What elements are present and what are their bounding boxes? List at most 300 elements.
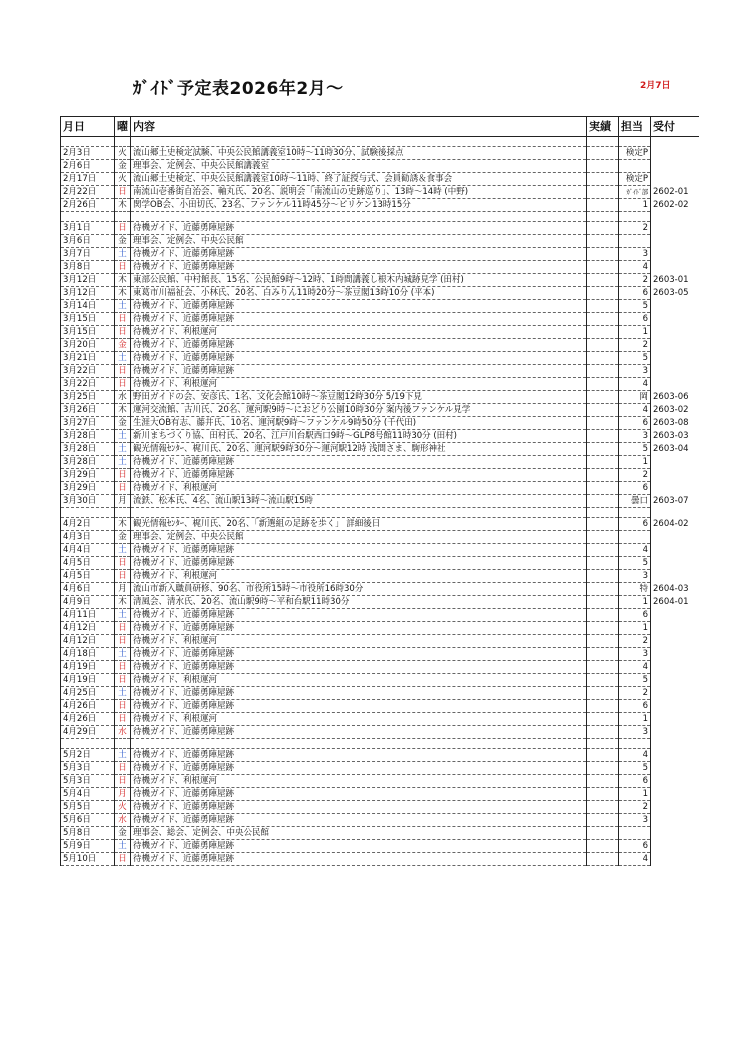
day-cell: 日	[115, 365, 131, 378]
result-cell	[587, 248, 619, 261]
date-cell: 3月26日	[61, 404, 115, 417]
result-cell	[587, 827, 619, 840]
staff-cell: 4	[619, 544, 651, 557]
empty-cell	[131, 739, 587, 749]
table-row	[61, 173, 699, 186]
result-cell	[587, 495, 619, 508]
day-cell: 日	[115, 635, 131, 648]
result-cell	[587, 661, 619, 674]
content-cell: 待機ガイド、近藤勇陣屋跡	[131, 762, 587, 775]
content-cell: 待機ガイド、利根運河	[131, 713, 587, 726]
date-cell: 3月15日	[61, 313, 115, 326]
spacer-row	[61, 212, 699, 222]
staff-cell: 4	[619, 853, 651, 866]
day-cell: 水	[115, 391, 131, 404]
empty-cell	[115, 739, 131, 749]
table-row	[61, 482, 699, 495]
header-result: 実績	[587, 117, 619, 137]
content-cell: 待機ガイド、近藤勇陣屋跡	[131, 801, 587, 814]
content-cell: 東部公民館、中村館長、15名、公民館9時～12時、1時間講義し根木内城跡見学 (田村)	[131, 274, 587, 287]
date-cell: 5月6日	[61, 814, 115, 827]
received-cell	[651, 788, 699, 801]
date-cell: 3月12日	[61, 274, 115, 287]
table-row	[61, 775, 699, 788]
empty-cell	[587, 137, 619, 147]
received-cell: 2602-01	[653, 187, 689, 197]
result-cell	[587, 635, 619, 648]
day-cell: 木	[115, 274, 131, 287]
content-cell: 待機ガイド、近藤勇陣屋跡	[131, 687, 587, 700]
header-staff: 担当	[619, 117, 651, 137]
staff-cell: 1	[619, 596, 651, 609]
day-cell: 土	[115, 430, 131, 443]
result-cell	[587, 417, 619, 430]
date-cell: 5月3日	[61, 762, 115, 775]
day-cell: 日	[115, 570, 131, 583]
date-cell: 4月5日	[61, 557, 115, 570]
result-cell	[587, 801, 619, 814]
received-cell: 2604-02	[653, 519, 689, 529]
day-cell: 木	[115, 199, 131, 212]
date-cell: 4月12日	[61, 635, 115, 648]
day-cell: 木	[115, 518, 131, 531]
table-row	[61, 713, 699, 726]
empty-cell	[651, 739, 699, 749]
content-cell: 待機ガイド、近藤勇陣屋跡	[131, 557, 587, 570]
day-cell: 日	[115, 853, 131, 866]
date-cell: 3月6日	[61, 235, 115, 248]
table-row	[61, 557, 699, 570]
received-cell	[651, 726, 699, 739]
date-cell: 5月5日	[61, 801, 115, 814]
date-cell: 3月25日	[61, 391, 115, 404]
received-cell	[651, 775, 699, 788]
day-cell: 土	[115, 648, 131, 661]
day-cell: 日	[115, 313, 131, 326]
date-cell: 3月22日	[61, 378, 115, 391]
content-cell: 待機ガイド、近藤勇陣屋跡	[131, 248, 587, 261]
result-cell	[587, 235, 619, 248]
content-cell: 待機ガイド、利根運河	[131, 326, 587, 339]
staff-cell: 2	[619, 635, 651, 648]
staff-cell: 5	[619, 443, 651, 456]
spacer-row	[61, 739, 699, 749]
table-row	[61, 365, 699, 378]
day-cell: 日	[115, 713, 131, 726]
received-cell	[651, 622, 699, 635]
table-row	[61, 622, 699, 635]
result-cell	[587, 199, 619, 212]
table-row	[61, 544, 699, 557]
result-cell	[587, 762, 619, 775]
result-cell	[587, 147, 619, 160]
staff-cell: 2	[619, 687, 651, 700]
empty-cell	[651, 137, 699, 147]
staff-cell	[619, 160, 651, 173]
received-cell	[651, 235, 699, 248]
date-cell: 3月28日	[61, 456, 115, 469]
received-cell: 2603-06	[653, 392, 689, 402]
content-cell: 生涯大OB有志、藤井氏、10名、運河駅9時～ファンケル9時50分 (千代田)	[131, 417, 587, 430]
day-cell: 日	[115, 482, 131, 495]
table-row	[61, 326, 699, 339]
date-cell: 4月2日	[61, 518, 115, 531]
result-cell	[587, 378, 619, 391]
table-row	[61, 495, 699, 508]
date-cell: 3月27日	[61, 417, 115, 430]
date-cell: 3月29日	[61, 469, 115, 482]
day-cell: 金	[115, 531, 131, 544]
table-row	[61, 222, 699, 235]
content-cell: 野田ガイドの会、安彦氏、1名、文化会館10時～茶豆閣12時30分 5/19下見	[131, 391, 587, 404]
staff-cell: 3	[619, 648, 651, 661]
result-cell	[587, 326, 619, 339]
staff-cell: 5	[619, 762, 651, 775]
date-cell: 3月14日	[61, 300, 115, 313]
staff-cell: 1	[619, 713, 651, 726]
empty-cell	[131, 508, 587, 518]
content-cell: 理事会、総会、定例会、中央公民館	[131, 827, 587, 840]
table-row	[61, 635, 699, 648]
date-cell: 4月6日	[61, 583, 115, 596]
result-cell	[587, 674, 619, 687]
day-cell: 木	[115, 287, 131, 300]
staff-cell: 6	[619, 482, 651, 495]
result-cell	[587, 687, 619, 700]
received-cell	[651, 261, 699, 274]
day-cell: 日	[115, 674, 131, 687]
result-cell	[587, 700, 619, 713]
day-cell: 土	[115, 248, 131, 261]
staff-cell: 3	[619, 365, 651, 378]
result-cell	[587, 814, 619, 827]
date-cell: 5月10日	[61, 853, 115, 866]
table-row	[61, 762, 699, 775]
day-cell: 土	[115, 840, 131, 853]
result-cell	[587, 339, 619, 352]
content-cell: 待機ガイド、近藤勇陣屋跡	[131, 622, 587, 635]
table-row	[61, 274, 699, 287]
table-row	[61, 235, 699, 248]
table-row	[61, 378, 699, 391]
content-cell: 待機ガイド、近藤勇陣屋跡	[131, 648, 587, 661]
table-row	[61, 801, 699, 814]
schedule-table	[60, 116, 699, 866]
day-cell: 金	[115, 827, 131, 840]
received-cell	[651, 160, 699, 173]
table-row	[61, 827, 699, 840]
table-row	[61, 443, 699, 456]
empty-cell	[587, 212, 619, 222]
table-row	[61, 840, 699, 853]
received-cell	[651, 531, 699, 544]
date-cell: 3月28日	[61, 443, 115, 456]
date-cell: 2月22日	[61, 186, 115, 199]
received-cell	[651, 313, 699, 326]
day-cell: 水	[115, 726, 131, 739]
day-cell: 火	[115, 801, 131, 814]
empty-cell	[131, 212, 587, 222]
day-cell: 金	[115, 160, 131, 173]
day-cell: 日	[115, 557, 131, 570]
empty-cell	[651, 508, 699, 518]
content-cell: 待機ガイド、近藤勇陣屋跡	[131, 853, 587, 866]
header-day: 曜	[115, 117, 131, 137]
result-cell	[587, 557, 619, 570]
received-cell	[651, 557, 699, 570]
empty-cell	[131, 137, 587, 147]
table-row	[61, 160, 699, 173]
content-cell: 待機ガイド、近藤勇陣屋跡	[131, 814, 587, 827]
result-cell	[587, 788, 619, 801]
empty-cell	[61, 508, 115, 518]
empty-cell	[115, 212, 131, 222]
table-row	[61, 531, 699, 544]
content-cell: 待機ガイド、利根運河	[131, 482, 587, 495]
content-cell: 待機ガイド、利根運河	[131, 775, 587, 788]
staff-cell: 5	[619, 300, 651, 313]
spacer-row	[61, 508, 699, 518]
staff-cell: 検定P	[619, 147, 651, 160]
day-cell: 金	[115, 339, 131, 352]
received-cell	[651, 827, 699, 840]
date-cell: 5月4日	[61, 788, 115, 801]
received-cell	[651, 456, 699, 469]
day-cell: 日	[115, 378, 131, 391]
table-row	[61, 352, 699, 365]
staff-cell: 1	[619, 788, 651, 801]
content-cell: 待機ガイド、近藤勇陣屋跡	[131, 222, 587, 235]
day-cell: 月	[115, 583, 131, 596]
content-cell: 関学OB会、小田切氏、23名、ファンケル11時45分～ピリケン13時15分	[131, 199, 587, 212]
date-cell: 4月26日	[61, 700, 115, 713]
result-cell	[587, 482, 619, 495]
staff-cell: 4	[619, 749, 651, 762]
table-row	[61, 518, 699, 531]
staff-cell: 4	[619, 404, 651, 417]
table-row	[61, 609, 699, 622]
result-cell	[587, 840, 619, 853]
result-cell	[587, 222, 619, 235]
date-cell: 5月9日	[61, 840, 115, 853]
received-cell	[651, 853, 699, 866]
day-cell: 日	[115, 261, 131, 274]
content-cell: 待機ガイド、近藤勇陣屋跡	[131, 339, 587, 352]
staff-cell: 曇口	[619, 495, 651, 508]
content-cell: 待機ガイド、近藤勇陣屋跡	[131, 609, 587, 622]
received-cell	[651, 814, 699, 827]
table-row	[61, 430, 699, 443]
result-cell	[587, 469, 619, 482]
received-cell	[651, 713, 699, 726]
table-row	[61, 570, 699, 583]
day-cell: 日	[115, 661, 131, 674]
date-cell: 4月5日	[61, 570, 115, 583]
content-cell: 待機ガイド、近藤勇陣屋跡	[131, 544, 587, 557]
date-cell: 4月3日	[61, 531, 115, 544]
result-cell	[587, 391, 619, 404]
date-cell: 3月22日	[61, 365, 115, 378]
date-cell: 4月18日	[61, 648, 115, 661]
result-cell	[587, 518, 619, 531]
received-cell	[651, 840, 699, 853]
received-cell: 2603-02	[653, 405, 689, 415]
received-cell	[651, 687, 699, 700]
received-cell	[651, 700, 699, 713]
staff-cell: 6	[619, 518, 651, 531]
table-row	[61, 648, 699, 661]
staff-cell: 6	[619, 609, 651, 622]
table-row	[61, 417, 699, 430]
table-row	[61, 261, 699, 274]
staff-cell: 3	[619, 430, 651, 443]
content-cell: 流鉄、松本氏、4名、流山駅13時～流山駅15時	[131, 495, 587, 508]
table-row	[61, 674, 699, 687]
staff-cell: 1	[619, 622, 651, 635]
day-cell: 土	[115, 456, 131, 469]
day-cell: 日	[115, 326, 131, 339]
result-cell	[587, 456, 619, 469]
received-cell: 2603-01	[653, 275, 689, 285]
result-cell	[587, 352, 619, 365]
day-cell: 火	[115, 173, 131, 186]
empty-cell	[61, 137, 115, 147]
day-cell: 土	[115, 687, 131, 700]
table-row	[61, 248, 699, 261]
empty-cell	[115, 137, 131, 147]
date-cell: 3月12日	[61, 287, 115, 300]
date-cell: 3月1日	[61, 222, 115, 235]
content-cell: 待機ガイド、近藤勇陣屋跡	[131, 726, 587, 739]
staff-cell: 6	[619, 313, 651, 326]
received-cell	[651, 749, 699, 762]
table-row	[61, 456, 699, 469]
day-cell: 土	[115, 749, 131, 762]
received-cell	[651, 173, 699, 186]
content-cell: 理事会、定例会、中央公民館	[131, 235, 587, 248]
staff-cell: 3	[619, 248, 651, 261]
staff-cell: 6	[619, 840, 651, 853]
result-cell	[587, 570, 619, 583]
result-cell	[587, 775, 619, 788]
staff-cell: 6	[619, 775, 651, 788]
day-cell: 金	[115, 417, 131, 430]
day-cell: 土	[115, 352, 131, 365]
date-cell: 5月2日	[61, 749, 115, 762]
received-cell	[651, 339, 699, 352]
result-cell	[587, 313, 619, 326]
empty-cell	[115, 508, 131, 518]
table-row	[61, 300, 699, 313]
page-title: ｶﾞｲﾄﾞ予定表2026年2月～	[133, 79, 344, 99]
result-cell	[587, 160, 619, 173]
staff-cell: 4	[619, 378, 651, 391]
header-received: 受付	[651, 117, 699, 137]
date-cell: 4月4日	[61, 544, 115, 557]
empty-cell	[61, 212, 115, 222]
printed-date: 2月7日	[640, 81, 671, 91]
received-cell	[651, 482, 699, 495]
result-cell	[587, 583, 619, 596]
result-cell	[587, 443, 619, 456]
staff-cell: 5	[619, 674, 651, 687]
header-date: 月日	[61, 117, 115, 137]
table-row	[61, 404, 699, 417]
received-cell	[651, 674, 699, 687]
staff-cell: 6	[619, 417, 651, 430]
table-row	[61, 788, 699, 801]
staff-cell	[619, 827, 651, 840]
empty-cell	[619, 137, 651, 147]
result-cell	[587, 622, 619, 635]
date-cell: 3月28日	[61, 430, 115, 443]
date-cell: 3月8日	[61, 261, 115, 274]
received-cell	[651, 300, 699, 313]
content-cell: 理事会、定例会、中央公民館	[131, 531, 587, 544]
day-cell: 日	[115, 762, 131, 775]
empty-cell	[61, 739, 115, 749]
received-cell: 2603-08	[653, 418, 689, 428]
date-cell: 4月29日	[61, 726, 115, 739]
day-cell: 日	[115, 622, 131, 635]
content-cell: 待機ガイド、近藤勇陣屋跡	[131, 788, 587, 801]
table-row	[61, 726, 699, 739]
content-cell: 待機ガイド、近藤勇陣屋跡	[131, 749, 587, 762]
staff-cell: 1	[619, 199, 651, 212]
staff-cell: 3	[619, 570, 651, 583]
content-cell: 南流山壱番街自治会、軸丸氏、20名、説明会「南流山の史跡巡り」、13時～14時 (中野)	[131, 186, 587, 199]
staff-cell: 6	[619, 287, 651, 300]
empty-cell	[619, 508, 651, 518]
table-row	[61, 186, 699, 199]
staff-cell	[619, 531, 651, 544]
table-row	[61, 814, 699, 827]
content-cell: 待機ガイド、利根運河	[131, 635, 587, 648]
content-cell: 待機ガイド、近藤勇陣屋跡	[131, 840, 587, 853]
date-cell: 4月11日	[61, 609, 115, 622]
result-cell	[587, 648, 619, 661]
staff-cell: 2	[619, 801, 651, 814]
received-cell	[651, 609, 699, 622]
day-cell: 日	[115, 222, 131, 235]
content-cell: 流山郷土史検定、中央公民館講義室10時～11時、終了証授与式、会員勧誘＆食事会	[131, 173, 587, 186]
received-cell	[651, 801, 699, 814]
content-cell: 観光情報ｾﾝﾀｰ、梶川氏、20名、運河駅9時30分～運河駅12時 浅間さま、駒形神社	[131, 443, 587, 456]
empty-cell	[651, 212, 699, 222]
date-cell: 5月8日	[61, 827, 115, 840]
received-cell: 2604-01	[653, 597, 689, 607]
table-row	[61, 687, 699, 700]
content-cell: 観光情報ｾﾝﾀｰ、梶川氏、20名、「新選組の足跡を歩く」 詳細後日	[131, 518, 587, 531]
staff-cell: 5	[619, 557, 651, 570]
table-row	[61, 853, 699, 866]
content-cell: 待機ガイド、近藤勇陣屋跡	[131, 365, 587, 378]
staff-cell: 検定P	[619, 173, 651, 186]
day-cell: 日	[115, 469, 131, 482]
day-cell: 月	[115, 495, 131, 508]
date-cell: 4月26日	[61, 713, 115, 726]
content-cell: 待機ガイド、近藤勇陣屋跡	[131, 469, 587, 482]
received-cell	[651, 147, 699, 160]
day-cell: 日	[115, 775, 131, 788]
staff-cell: 特	[619, 583, 651, 596]
content-cell: 待機ガイド、近藤勇陣屋跡	[131, 661, 587, 674]
empty-cell	[587, 739, 619, 749]
result-cell	[587, 726, 619, 739]
result-cell	[587, 186, 619, 199]
day-cell: 土	[115, 544, 131, 557]
staff-cell: 1	[619, 456, 651, 469]
